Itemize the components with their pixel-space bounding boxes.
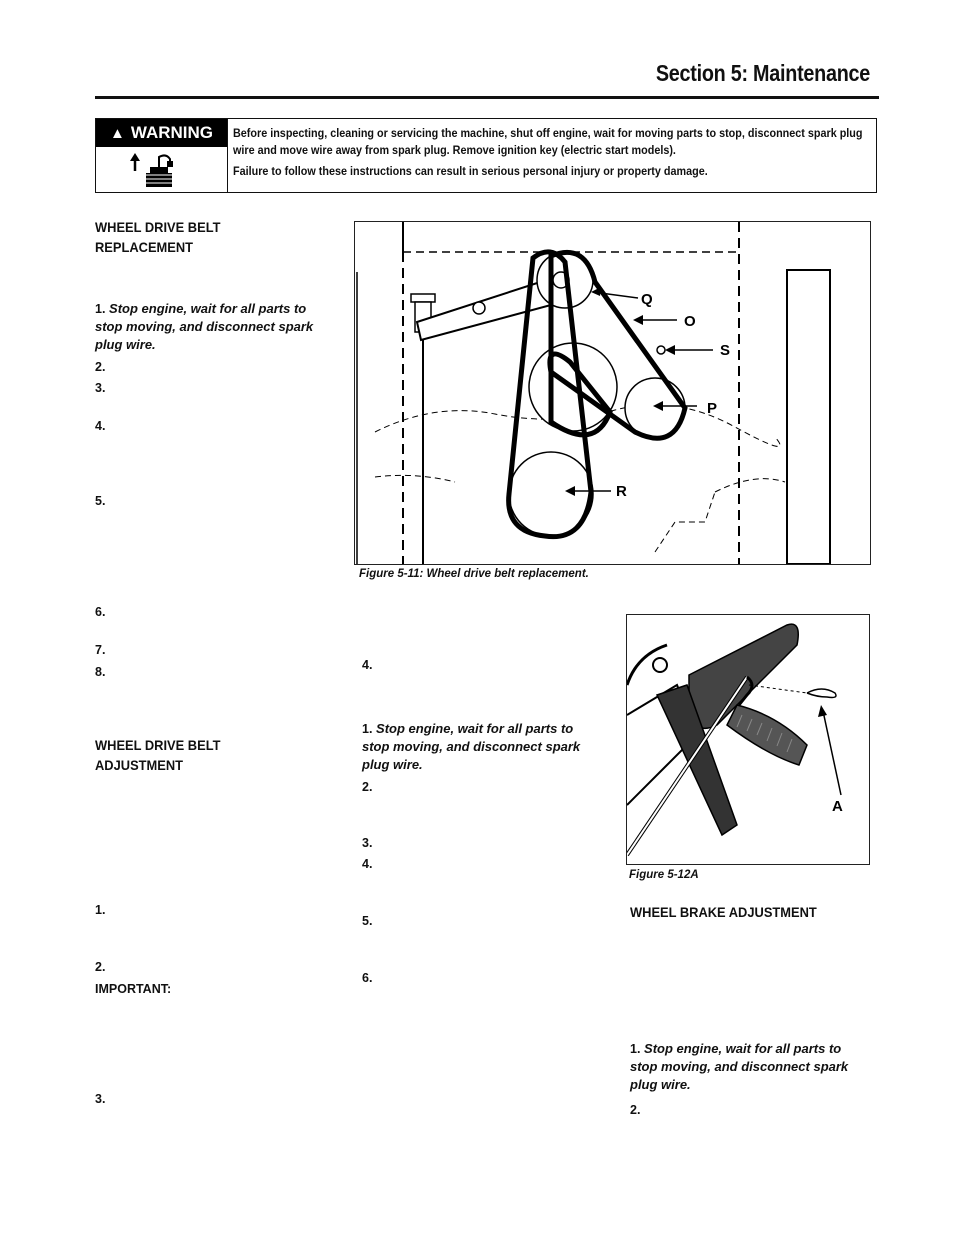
figure-caption: Figure 5-11: Wheel drive belt replacement. [359, 568, 589, 580]
heading-wheel-brake-adjustment: WHEEL BRAKE ADJUSTMENT [630, 904, 817, 920]
step-1-replacement [95, 300, 335, 354]
step-number: 6. [362, 971, 373, 985]
label-r: R [616, 483, 627, 500]
warning-header [96, 119, 227, 147]
warning-text [233, 125, 868, 184]
step-text: plug wire. [362, 757, 423, 772]
figure-caption: Figure 5-12A [629, 869, 699, 881]
step-number: 3. [95, 381, 106, 395]
step-number: 3. [95, 1092, 106, 1106]
step-number: 8. [95, 665, 106, 679]
label-o: O [684, 313, 696, 330]
step-number: 2. [95, 960, 106, 974]
warning-line-1: Before inspecting, cleaning or servicing the machine, shut off engine, wait for moving parts to stop, disconnect spark plug wire and move wire away from spark plug. Remove ignition key (electric start models). [233, 126, 863, 157]
step-text: stop moving, and disconnect spark [362, 739, 581, 754]
heading-line: WHEEL DRIVE BELT [95, 737, 221, 753]
step-text: stop moving, and disconnect spark [630, 1059, 849, 1074]
label-q: Q [641, 291, 653, 308]
label-p: P [707, 400, 718, 417]
header-rule [95, 96, 879, 99]
page-title: Section 5: Maintenance [655, 60, 870, 86]
heading-line: ADJUSTMENT [95, 757, 184, 773]
warning-triangle-icon: ▲ [109, 125, 125, 142]
warning-line-2: Failure to follow these instructions can result in serious personal injury or property damage. [233, 164, 708, 178]
step-number: 5. [95, 494, 106, 508]
step-number: 4. [362, 857, 373, 871]
step-text: Stop engine, wait for all parts to [372, 721, 574, 736]
step-number: 7. [95, 643, 106, 657]
step-number: 5. [362, 914, 373, 928]
step-number: 3. [362, 836, 373, 850]
figure-handle-pin [626, 614, 870, 865]
spark-plug-disconnect-icon [130, 151, 180, 193]
step-number: 2. [630, 1103, 641, 1117]
label-a: A [832, 798, 843, 815]
step-text: stop moving, and disconnect spark [95, 319, 314, 334]
heading-line: REPLACEMENT [95, 239, 194, 255]
heading-line: WHEEL DRIVE BELT [95, 219, 221, 235]
step-text: Stop engine, wait for all parts to [105, 301, 307, 316]
step-number: 1. [95, 903, 106, 917]
belt-diagram [355, 222, 870, 564]
step-number: 2. [362, 780, 373, 794]
figure-wheel-drive-belt [354, 221, 871, 565]
warning-label: WARNING [130, 123, 214, 142]
step-number: 2. [95, 360, 106, 374]
step-number: 1. [95, 302, 106, 316]
step-number: 1. [630, 1042, 641, 1056]
step-text: plug wire. [630, 1077, 691, 1092]
label-s: S [720, 342, 731, 359]
step-text: Stop engine, wait for all parts to [640, 1041, 842, 1056]
heading-wheel-drive-belt-adjustment [95, 735, 220, 775]
step-1-col2 [362, 720, 612, 774]
heading-wheel-drive-belt-replacement [95, 217, 220, 257]
step-number: 1. [362, 722, 373, 736]
warning-box [95, 118, 877, 193]
step-number: 4. [362, 658, 373, 672]
step-1-brake [630, 1040, 880, 1094]
important-label: IMPORTANT: [95, 982, 172, 996]
warning-label-panel [96, 119, 228, 192]
handle-diagram [627, 615, 869, 864]
step-text: plug wire. [95, 337, 156, 352]
step-number: 6. [95, 605, 106, 619]
step-number: 4. [95, 419, 106, 433]
